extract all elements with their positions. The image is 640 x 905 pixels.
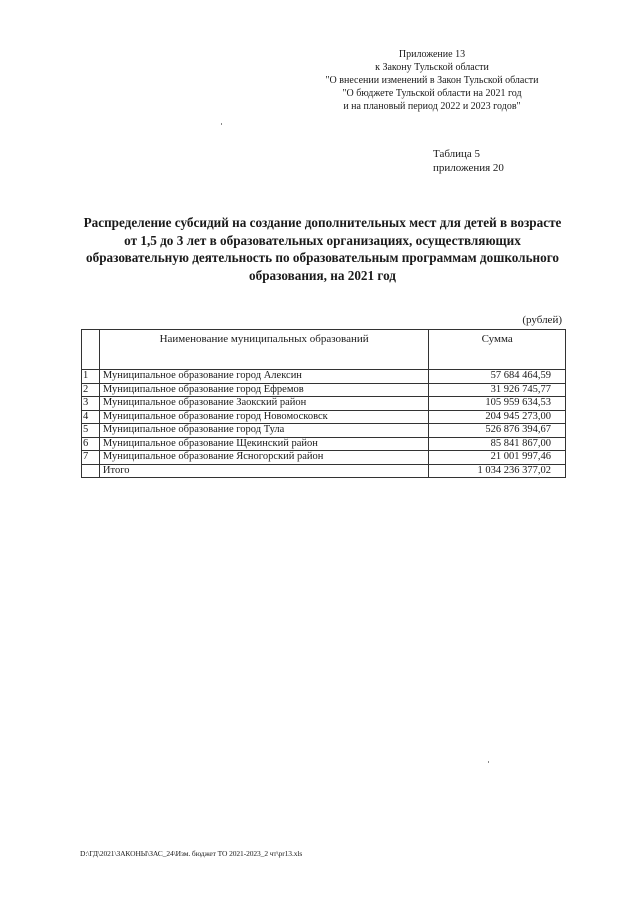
municipality-name: Муниципальное образование город Тула xyxy=(99,424,428,438)
header-line: "О внесении изменений в Закон Тульской области xyxy=(325,75,539,86)
subsidy-amount: 57 684 464,59 xyxy=(429,370,566,384)
header-name: Наименование муниципальных образований xyxy=(99,330,428,370)
row-number: 6 xyxy=(82,437,100,451)
row-number: 7 xyxy=(82,451,100,465)
subsidy-table xyxy=(81,329,566,478)
header-num xyxy=(82,330,100,370)
title-line: от 1,5 до 3 лет в образовательных организациях, осуществляющих xyxy=(124,232,521,248)
subsidy-amount: 204 945 273,00 xyxy=(429,410,566,424)
table-row xyxy=(82,424,566,438)
municipality-name: Муниципальное образование Заокский район xyxy=(99,397,428,411)
header-sum: Сумма xyxy=(429,330,566,370)
subsidy-amount: 31 926 745,77 xyxy=(429,383,566,397)
table-row xyxy=(82,383,566,397)
scan-speck xyxy=(221,123,222,125)
table-row xyxy=(82,451,566,465)
header-line: "О бюджете Тульской области на 2021 год xyxy=(342,88,522,99)
table-row xyxy=(82,370,566,384)
currency-unit: (рублей) xyxy=(522,314,562,326)
table-row xyxy=(82,437,566,451)
table-reference xyxy=(433,147,504,175)
total-row xyxy=(82,464,566,478)
row-number: 2 xyxy=(82,383,100,397)
header-line: Приложение 13 xyxy=(398,49,466,60)
appendix-header xyxy=(302,48,562,113)
table-header-row xyxy=(82,330,566,370)
total-label: Итого xyxy=(99,464,428,478)
row-number: 3 xyxy=(82,397,100,411)
table-row xyxy=(82,397,566,411)
title-line: образования, на 2021 год xyxy=(249,267,396,283)
subsidy-amount: 85 841 867,00 xyxy=(429,437,566,451)
municipality-name: Муниципальное образование город Алексин xyxy=(99,370,428,384)
header-line: к Закону Тульской области xyxy=(375,62,489,73)
scan-speck xyxy=(488,761,489,763)
municipality-name: Муниципальное образование город Ефремов xyxy=(99,383,428,397)
table-row xyxy=(82,410,566,424)
subsidy-amount: 105 959 634,53 xyxy=(429,397,566,411)
title-line: Распределение субсидий на создание дополнительных мест для детей в возрасте xyxy=(83,215,562,230)
municipality-name: Муниципальное образование Щекинский район xyxy=(99,437,428,451)
municipality-name: Муниципальное образование город Новомосковск xyxy=(99,410,428,424)
row-number: 5 xyxy=(82,424,100,438)
subsidy-amount: 21 001 997,46 xyxy=(429,451,566,465)
document-title xyxy=(70,214,575,284)
title-line: образовательную деятельность по образовательным программам дошкольного xyxy=(86,250,559,265)
file-path-footer: D:\ГД\2021\ЗАКОНЫ\ЗАС_24\Изм. бюджет ТО 2021-2023_2 чт\pr13.xls xyxy=(80,849,303,858)
table-reference-line: приложения 20 xyxy=(433,162,504,174)
header-line: и на плановый период 2022 и 2023 годов" xyxy=(343,101,521,112)
municipality-name: Муниципальное образование Ясногорский район xyxy=(99,451,428,465)
total-number xyxy=(82,464,100,478)
total-amount: 1 034 236 377,02 xyxy=(429,464,566,478)
row-number: 1 xyxy=(82,370,100,384)
subsidy-amount: 526 876 394,67 xyxy=(429,424,566,438)
row-number: 4 xyxy=(82,410,100,424)
table-reference-line: Таблица 5 xyxy=(433,148,481,160)
